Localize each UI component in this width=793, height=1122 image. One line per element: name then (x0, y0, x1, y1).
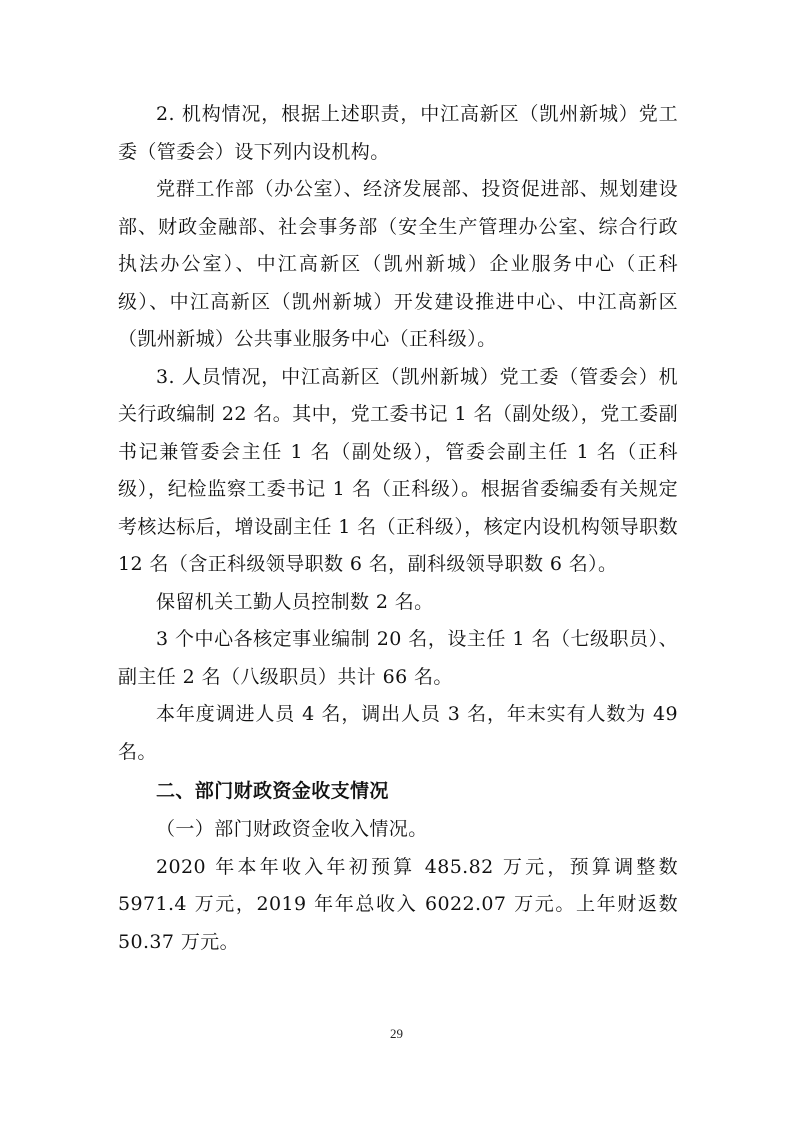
paragraph-staffing-info: 3. 人员情况，中江高新区（凯州新城）党工委（管委会）机关行政编制 22 名。其中，党工委书记 1 名（副处级），党工委副书记兼管委会主任 1 名（副处级），管委会副主任 1 名（正科级），纪检监察工委书记 1 名（正科级）。根据省委编委有关规定考核达标后，增设副主任 1 名（正科级），核定内设机构领导职数 12 名（含正科级领导职数 6 名，副科级领导职数 6 名）。 (118, 365, 678, 575)
paragraph-departments-list: 党群工作部（办公室）、经济发展部、投资促进部、规划建设部、财政金融部、社会事务部（安全生产管理办公室、综合行政执法办公室）、中江高新区（凯州新城）企业服务中心（正科级）、中江高新区（凯州新城）开发建设推进中心、中江高新区（凯州新城）公共事业服务中心（正科级）。 (118, 178, 678, 350)
document-body (118, 96, 678, 961)
paragraph-income: 2020 年本年收入年初预算 485.82 万元，预算调整数 5971.4 万元，2019 年年总收入 6022.07 万元。上年财返数 50.37 万元。 (118, 855, 678, 953)
paragraph-service-staff: 保留机关工勤人员控制数 2 名。 (156, 590, 434, 613)
paragraph-personnel-changes: 本年度调进人员 4 名，调出人员 3 名，年末实有人数为 49 名。 (118, 703, 678, 763)
page-number: 29 (390, 1026, 403, 1041)
section-heading: 二、部门财政资金收支情况 (156, 780, 389, 802)
paragraph-institution-info: 2. 机构情况，根据上述职责，中江高新区（凯州新城）党工委（管委会）设下列内设机构。 (118, 103, 678, 163)
paragraph-center-staffing: 3 个中心各核定事业编制 20 名，设主任 1 名（七级职员）、副主任 2 名（八级职员）共计 66 名。 (118, 628, 678, 688)
sub-heading: （一）部门财政资金收入情况。 (156, 818, 428, 840)
